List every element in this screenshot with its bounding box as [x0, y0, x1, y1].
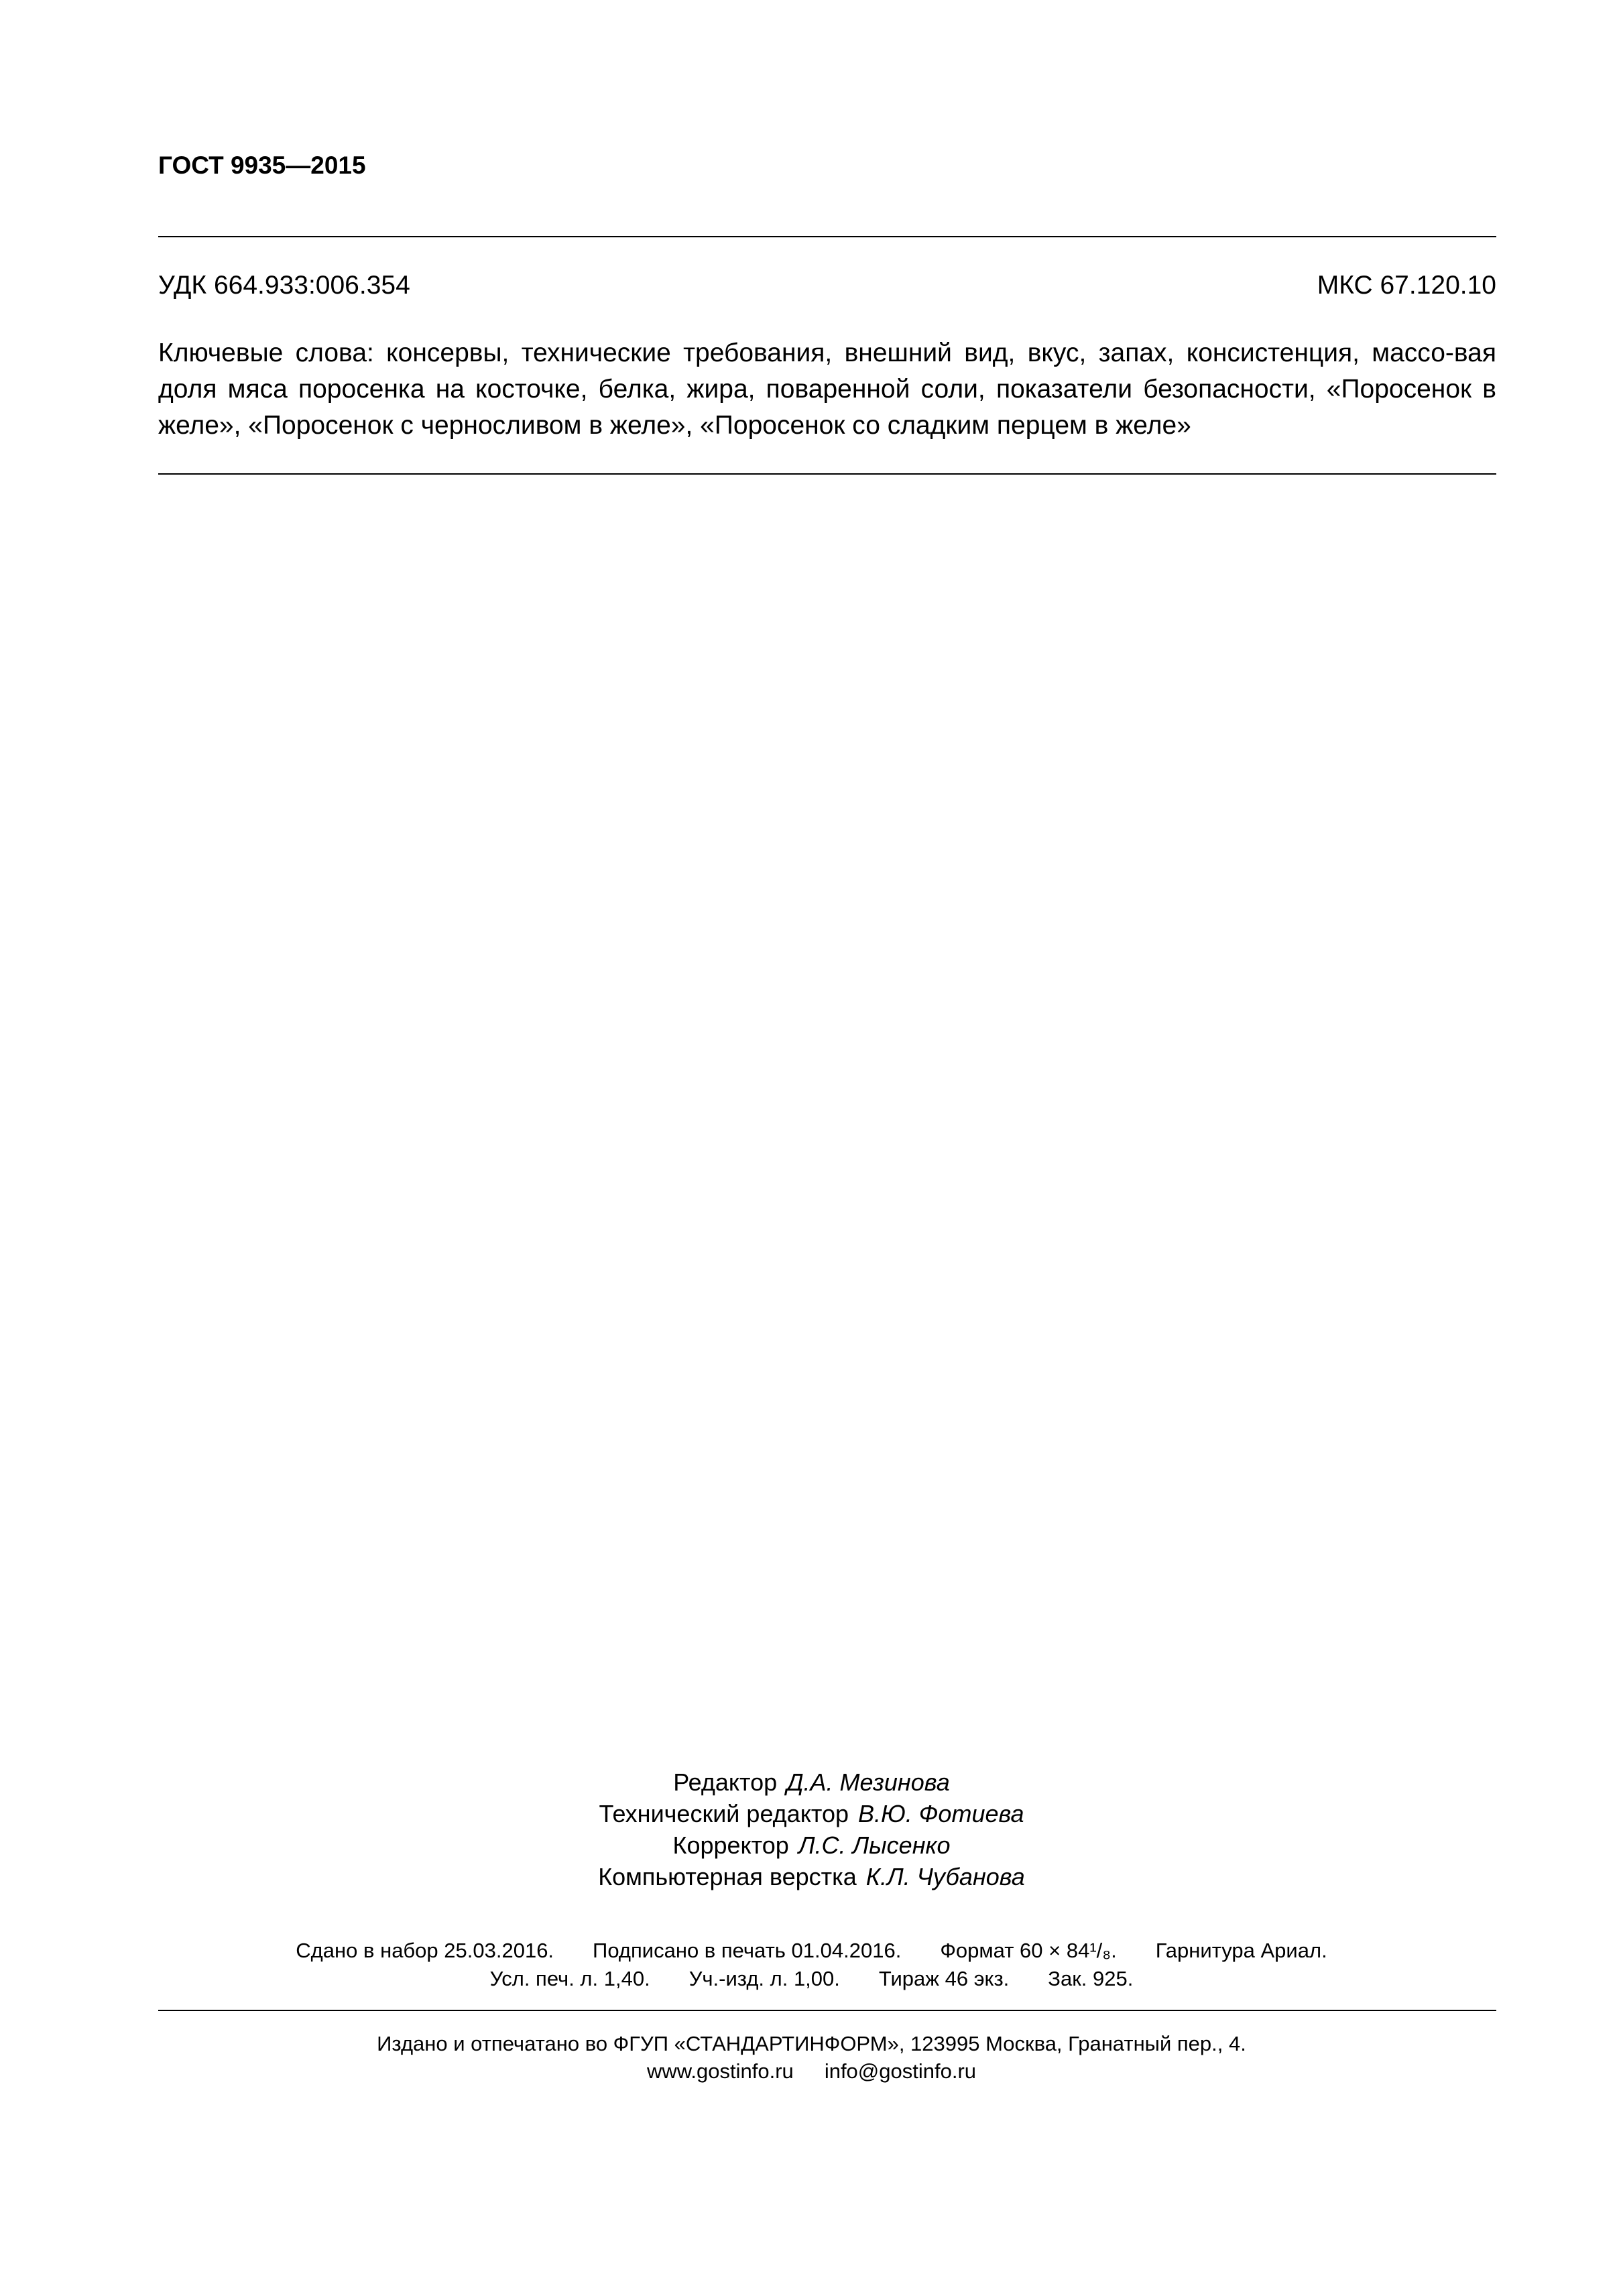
- publisher-line: Издано и отпечатано во ФГУП «СТАНДАРТИНФОРМ», 123995 Москва, Гранатный пер., 4.: [377, 2032, 1246, 2055]
- credit-person: В.Ю. Фотиева: [857, 1800, 1024, 1827]
- keywords-paragraph: Ключевые слова: консервы, технические требования, внешний вид, вкус, запах, консистенция, массо-вая доля мяса поросенка на косточке, белка, жира, поваренной соли, показатели безопасности, «Поросенок в желе», «Поросенок с черносливом в желе», «Поросенок со сладким перцем в желе»: [158, 339, 1496, 440]
- udk-code: УДК 664.933:006.354: [158, 271, 410, 300]
- credit-person: К.Л. Чубанова: [865, 1863, 1025, 1890]
- credit-tech-editor: [0, 1799, 1623, 1829]
- credit-role: Технический редактор: [599, 1800, 849, 1827]
- email-link[interactable]: info@gostinfo.ru: [824, 2059, 977, 2083]
- paper-format: Формат 60 × 84¹/₈.: [940, 1939, 1117, 1962]
- publication-line-2: [0, 1965, 1623, 1992]
- document-code: ГОСТ 9935—2015: [158, 152, 366, 179]
- print-sheets: Усл. печ. л. 1,40.: [489, 1967, 650, 1990]
- mks-code: МКС 67.120.10: [1317, 271, 1496, 300]
- credit-proofreader: [0, 1830, 1623, 1860]
- typeface: Гарнитура Ариал.: [1155, 1939, 1327, 1962]
- divider-footer: [158, 2010, 1496, 2011]
- credit-person: Л.С. Лысенко: [798, 1831, 951, 1859]
- publisher-sheets: Уч.-изд. л. 1,00.: [688, 1967, 840, 1990]
- contact-line: [0, 2057, 1623, 2085]
- print-signed-date: Подписано в печать 01.04.2016.: [593, 1939, 902, 1962]
- typeset-date: Сдано в набор 25.03.2016.: [296, 1939, 554, 1962]
- website-link[interactable]: www.gostinfo.ru: [646, 2059, 794, 2083]
- credit-person: Д.А. Мезинова: [786, 1768, 950, 1796]
- divider-keywords: [158, 473, 1496, 475]
- credit-editor: [0, 1767, 1623, 1797]
- credit-layout: [0, 1862, 1623, 1892]
- divider-top: [158, 236, 1496, 237]
- order-number: Зак. 925.: [1048, 1967, 1134, 1990]
- credit-role: Компьютерная верстка: [598, 1863, 857, 1890]
- publication-line-1: [0, 1937, 1623, 1964]
- print-run: Тираж 46 экз.: [878, 1967, 1010, 1990]
- credit-role: Редактор: [673, 1768, 778, 1796]
- credit-role: Корректор: [672, 1831, 789, 1859]
